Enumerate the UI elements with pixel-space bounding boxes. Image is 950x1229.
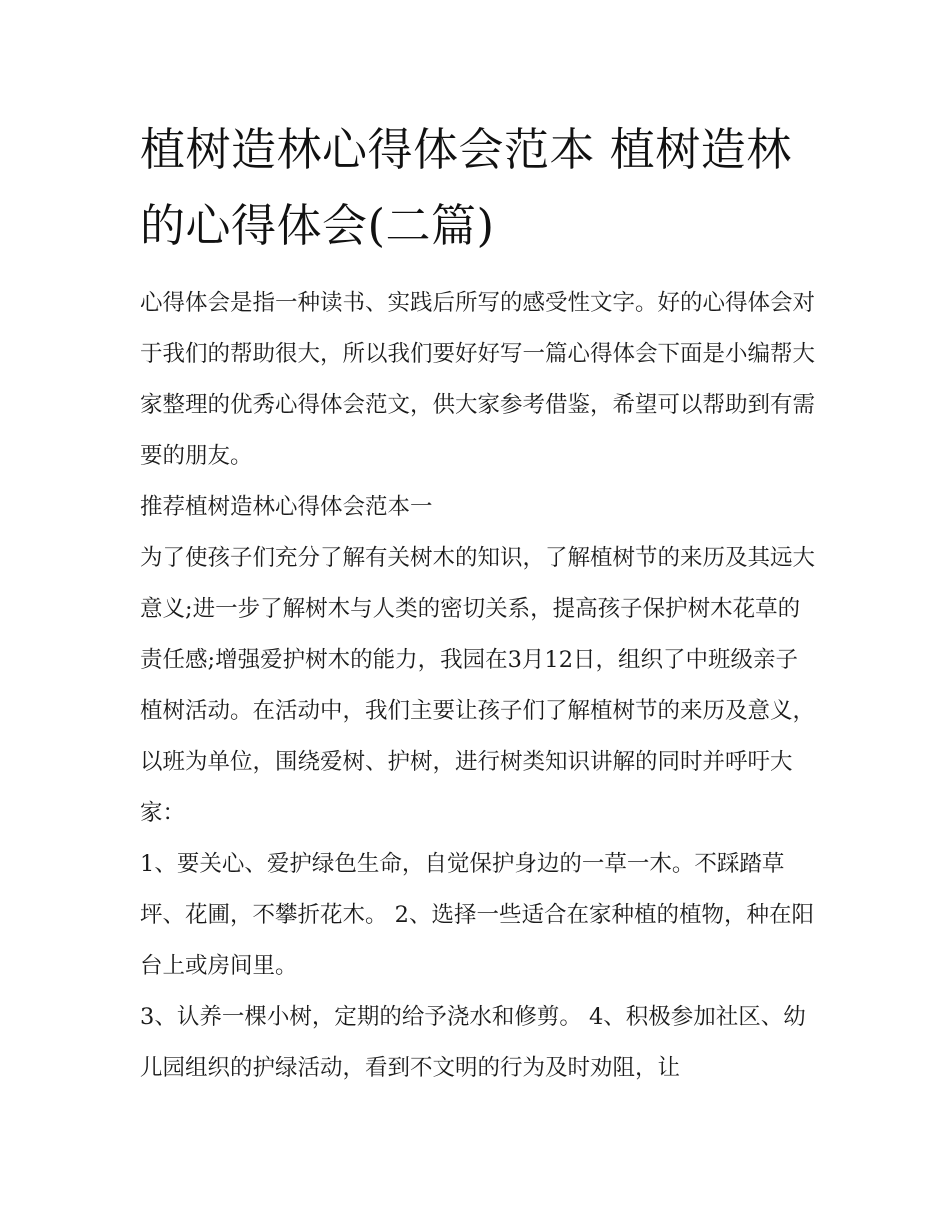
document-title: 植树造林心得体会范本 植树造林的心得体会(二篇) [140, 123, 792, 252]
paragraph-body: 为了使孩子们充分了解有关树木的知识，了解植树节的来历及其远大意义;进一步了解树木与人类的密切关系，提高孩子保护树木花草的责任感;增强爱护树木的能力，我园在3月12日，组织了中班级亲子植树活动。在活动中，我们主要让孩子们了解植树节的来历及意义，以班为单位，围绕爱树、护树，进行树类知识讲解的同时并呼吁大家： [140, 545, 816, 826]
list-item-3-4: 3、认养一棵小树，定期的给予浇水和修剪。 4、积极参加社区、幼儿园组织的护绿活动，看到不文明的行为及时劝阻，让 [140, 1004, 806, 1081]
list-item-1-2: 1、要关心、爱护绿色生命，自觉保护身边的一草一木。不踩踏草坪、花圃，不攀折花木。 2、选择一些适合在家种植的植物，种在阳台上或房间里。 [140, 851, 814, 979]
section-heading: 推荐植树造林心得体会范本一 [140, 494, 433, 520]
paragraph-intro: 心得体会是指一种读书、实践后所写的感受性文字。好的心得体会对于我们的帮助很大，所以我们要好好写一篇心得体会下面是小编帮大家整理的优秀心得体会范文，供大家参考借鉴，希望可以帮助到有需要的朋友。 [140, 290, 816, 469]
document-content [140, 112, 816, 1094]
